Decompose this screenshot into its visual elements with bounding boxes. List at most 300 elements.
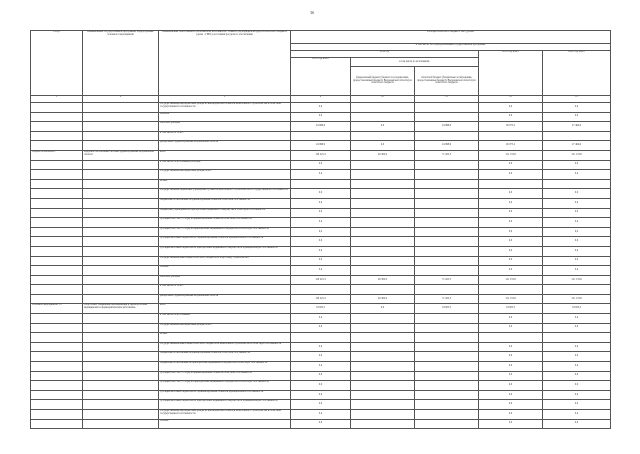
cell-status — [31, 285, 83, 295]
table-row — [31, 246, 611, 256]
header-year-2020: 2020 год, всего — [543, 51, 611, 96]
cell-2018-regional — [415, 381, 479, 391]
col-number: 11 — [415, 96, 479, 103]
cell-program: Подготовка, повышение квалификации и переподготовка медицинских и фармацевтических работников — [83, 304, 159, 314]
cell-2018-regional — [415, 371, 479, 381]
cell-2019: 0,0 — [479, 227, 543, 237]
cell-2018-federal: 48 300,0 — [351, 150, 415, 160]
cell-2020: 0,0 — [543, 208, 611, 218]
cell-status — [31, 141, 83, 151]
cell-executor: всего — [159, 150, 291, 160]
cell-status — [31, 122, 83, 132]
cell-status — [31, 208, 83, 218]
cell-2019: 0,0 — [479, 419, 543, 429]
cell-2019: 0,0 — [479, 198, 543, 208]
cell-2018-regional — [415, 218, 479, 228]
cell-2019: 0,0 — [479, 208, 543, 218]
cell-2020: 0,0 — [543, 237, 611, 247]
cell-program — [83, 112, 159, 122]
cell-2018-federal — [351, 160, 415, 170]
cell-executor: субсидии ЮЛ, ИП, ГУП(м) на приобретение недвижимого имущества в областную собственность — [159, 381, 291, 391]
cell-2018-regional: 34 825,5 — [415, 304, 479, 314]
cell-2018-regional: 71 925,3 — [415, 275, 479, 285]
cell-2018-total: 0,0 — [291, 237, 351, 247]
cell-2020: 0,0 — [543, 371, 611, 381]
table-row — [31, 266, 611, 276]
cell-2019: 0,0 — [479, 237, 543, 247]
cell-executor: Государственные инвестиции областного бюджета на капитальное строительство в областную собственность — [159, 342, 291, 352]
cell-2018-regional — [415, 179, 479, 189]
cell-2019: 0,0 — [479, 362, 543, 372]
table-row — [31, 400, 611, 410]
cell-2018-federal — [351, 103, 415, 113]
table-row — [31, 352, 611, 362]
cell-status — [31, 131, 83, 141]
cell-status: ПОДПРОГРАММА 1 — [31, 150, 83, 160]
cell-program — [83, 131, 159, 141]
cell-status — [31, 266, 83, 276]
cell-2018-regional — [415, 323, 479, 333]
cell-program — [83, 342, 159, 352]
table-row — [31, 342, 611, 352]
cell-2018-total: 0,0 — [291, 342, 351, 352]
table-row — [31, 141, 611, 151]
cell-program — [83, 103, 159, 113]
cell-2018-regional: 71 925,3 — [415, 294, 479, 304]
cell-2019: 0,0 — [479, 314, 543, 324]
cell-2020: 0,0 — [543, 352, 611, 362]
cell-2018-regional — [415, 285, 479, 295]
cell-2018-federal — [351, 285, 415, 295]
cell-2018-total: 0,0 — [291, 314, 351, 324]
cell-2018-federal: 48 300,0 — [351, 275, 415, 285]
table-row — [31, 122, 611, 132]
cell-status — [31, 112, 83, 122]
cell-2018-total: 0,0 — [291, 160, 351, 170]
cell-executor: Государственные внебюджетные фонды из внебюджетных объектов капитального строительства в областной государственной собственности — [159, 103, 291, 113]
cell-executor: НИОКР — [159, 419, 291, 429]
cell-2019: 0,0 — [479, 390, 543, 400]
cell-2018-federal — [351, 266, 415, 276]
cell-2018-total: 120 225,3 — [291, 150, 351, 160]
cell-program — [83, 371, 159, 381]
cell-2018-federal — [351, 208, 415, 218]
cell-executor: ИНОМР — [159, 112, 291, 122]
cell-2018-total: 0,0 — [291, 112, 351, 122]
header-status: Статус — [31, 31, 83, 96]
table-row — [31, 390, 611, 400]
cell-2018-federal — [351, 246, 415, 256]
cell-status — [31, 237, 83, 247]
header-2018-total: 2018 год, всего — [291, 58, 351, 96]
cell-2018-total: 0,0 — [291, 170, 351, 180]
cell-2020: 0,0 — [543, 381, 611, 391]
cell-2020: 0,0 — [543, 103, 611, 113]
table-row — [31, 419, 611, 429]
cell-program — [83, 362, 159, 372]
cell-2018-federal — [351, 218, 415, 228]
cell-2018-federal: 0,0 — [351, 122, 415, 132]
cell-status — [31, 371, 83, 381]
header-year-2019: 2019 год, всего — [479, 51, 543, 96]
table-row — [31, 362, 611, 372]
cell-2018-federal — [351, 227, 415, 237]
table-row — [31, 170, 611, 180]
cell-program — [83, 227, 159, 237]
cell-program — [83, 256, 159, 266]
table-row — [31, 294, 611, 304]
header-src-federal: федеральный бюджет (бюджет под подписание, предоставленный бюджету Воронежской области) из областного бюджета — [351, 67, 415, 95]
cell-2018-federal — [351, 256, 415, 266]
cell-2019: 0,0 — [479, 256, 543, 266]
cell-executor: ПРОЧИЕ расходы — [159, 275, 291, 285]
cell-2019: 0,0 — [479, 160, 543, 170]
cell-2018-regional — [415, 314, 479, 324]
cell-executor: субсидии местным бюджетам на софинансирование объектов муниципальной собственности — [159, 390, 291, 400]
cell-program — [83, 218, 159, 228]
cell-2018-total: 0,0 — [291, 362, 351, 372]
cell-2018-federal — [351, 400, 415, 410]
cell-executor: из них — [159, 333, 291, 343]
cell-executor: Государственные внебюджетные фонды из внебюджетных объектов капитального строительства в областной государственной собственности — [159, 410, 291, 420]
cell-2018-total: 24 998,9 — [291, 122, 351, 132]
cell-status — [31, 246, 83, 256]
cell-2018-regional — [415, 237, 479, 247]
cell-status — [31, 103, 83, 113]
cell-program — [83, 170, 159, 180]
cell-2018-regional — [415, 227, 479, 237]
cell-program — [83, 333, 159, 343]
cell-executor: в том числе по источникам: — [159, 314, 291, 324]
cell-2018-federal — [351, 189, 415, 199]
cell-status — [31, 160, 83, 170]
cell-2020: 0,0 — [543, 198, 611, 208]
cell-2018-regional: 24 998,9 — [415, 122, 479, 132]
cell-2020: 0,0 — [543, 314, 611, 324]
cell-2019: 0,0 — [479, 103, 543, 113]
cell-program — [83, 285, 159, 295]
table-row — [31, 198, 611, 208]
cell-2019: 0,0 — [479, 400, 543, 410]
cell-2018-regional — [415, 112, 479, 122]
cell-executor: НИОКР — [159, 266, 291, 276]
cell-executor: из них — [159, 179, 291, 189]
cell-2018-regional — [415, 160, 479, 170]
table-row — [31, 227, 611, 237]
cell-2018-regional — [415, 246, 479, 256]
table-row — [31, 323, 611, 333]
cell-2019: 0,0 — [479, 323, 543, 333]
col-number: 1 — [31, 96, 83, 103]
cell-2018-total: 24 998,9 — [291, 141, 351, 151]
cell-2018-federal — [351, 352, 415, 362]
header-incl-program: в том числе: по годам реализации государственной программы — [291, 44, 611, 51]
cell-2020: 0,0 — [543, 112, 611, 122]
cell-program — [83, 237, 159, 247]
cell-2019: 0,0 — [479, 342, 543, 352]
cell-executor: субсидии ЮЛ, ИП, ГУП(м) на приобретение недвижимого имущества в областную собственность — [159, 227, 291, 237]
cell-executor: в том числе по ГРБС: — [159, 285, 291, 295]
cell-2019: 26 075,2 — [479, 122, 543, 132]
cell-2020: 121 133,8 — [543, 275, 611, 285]
cell-status — [31, 218, 83, 228]
cell-2018-federal — [351, 410, 415, 420]
cell-2018-total: 120 225,3 — [291, 294, 351, 304]
cell-executor: бюджетные ассигнования на финансирование объектов областной собственности — [159, 352, 291, 362]
cell-2018-total: 0,0 — [291, 208, 351, 218]
col-number: 3 — [159, 96, 291, 103]
cell-2018-federal — [351, 112, 415, 122]
cell-2020: 0,0 — [543, 170, 611, 180]
cell-2020: 121 133,8 — [543, 294, 611, 304]
cell-status — [31, 275, 83, 285]
cell-2018-federal — [351, 342, 415, 352]
cell-program — [83, 160, 159, 170]
cell-2020: 0,0 — [543, 246, 611, 256]
cell-2018-federal — [351, 314, 415, 324]
cell-executor: субсидии местным бюджетам на приобретение недвижимого имущества в муниципальную собственность — [159, 400, 291, 410]
cell-status — [31, 362, 83, 372]
cell-status — [31, 381, 83, 391]
cell-2018-total: 0,0 — [291, 410, 351, 420]
col-number: 2 — [83, 96, 159, 103]
cell-executor: бюджетные учреждения на приобретение недвижимого имущества в областную собственность — [159, 208, 291, 218]
cell-2020: 0,0 — [543, 266, 611, 276]
cell-2020: 0,0 — [543, 160, 611, 170]
header-executor: Наименование ответственного исполнителя, исполнителя - главного распорядителя средств областного бюджета (далее - ГРБС), источники ресурсного обеспечения — [159, 31, 291, 96]
cell-status — [31, 400, 83, 410]
cell-2019: 0,0 — [479, 112, 543, 122]
cell-2018-federal: 0,0 — [351, 304, 415, 314]
cell-2018-regional — [415, 390, 479, 400]
cell-2018-total: 120 225,3 — [291, 275, 351, 285]
cell-2018-regional — [415, 103, 479, 113]
cell-2018-federal: 48 300,0 — [351, 294, 415, 304]
cell-2020: 121 133,8 — [543, 150, 611, 160]
cell-2020: 0,0 — [543, 362, 611, 372]
cell-2019 — [479, 333, 543, 343]
table-row — [31, 103, 611, 113]
cell-2020: 34 825,5 — [543, 304, 611, 314]
cell-2018-regional — [415, 362, 479, 372]
cell-2019: 121 133,8 — [479, 275, 543, 285]
table-row — [31, 256, 611, 266]
cell-2020 — [543, 179, 611, 189]
cell-2020: 0,0 — [543, 410, 611, 420]
cell-2020 — [543, 285, 611, 295]
cell-status — [31, 227, 83, 237]
cell-2018-total — [291, 285, 351, 295]
table-row — [31, 131, 611, 141]
cell-2019 — [479, 131, 543, 141]
cell-2018-regional — [415, 170, 479, 180]
cell-executor: в том числе по ГРБС: — [159, 131, 291, 141]
cell-status — [31, 170, 83, 180]
cell-2019: 0,0 — [479, 381, 543, 391]
cell-executor: бюджетные ассигнования на приобретение недвижимого имущества в областную собственность — [159, 362, 291, 372]
table-row — [31, 410, 611, 420]
cell-2018-total — [291, 333, 351, 343]
cell-2020: 27 464,9 — [543, 122, 611, 132]
cell-2019: 121 133,8 — [479, 150, 543, 160]
cell-2019: 121 133,8 — [479, 294, 543, 304]
cell-2020: 27 464,9 — [543, 141, 611, 151]
cell-2018-regional — [415, 208, 479, 218]
cell-2020: 0,0 — [543, 218, 611, 228]
cell-2019 — [479, 179, 543, 189]
cell-2020: 0,0 — [543, 256, 611, 266]
budget-table — [30, 30, 611, 429]
cell-2018-federal: 0,0 — [351, 141, 415, 151]
table-row — [31, 275, 611, 285]
cell-2018-federal — [351, 198, 415, 208]
cell-2018-total: 0,0 — [291, 189, 351, 199]
cell-program — [83, 314, 159, 324]
cell-2019: 0,0 — [479, 189, 543, 199]
cell-2018-regional — [415, 266, 479, 276]
cell-2019: 34 825,5 — [479, 304, 543, 314]
cell-2019: 0,0 — [479, 170, 543, 180]
cell-2018-regional — [415, 333, 479, 343]
cell-2018-regional: 71 925,3 — [415, 150, 479, 160]
cell-2018-federal — [351, 333, 415, 343]
cell-2018-federal — [351, 381, 415, 391]
col-number: 9 — [291, 96, 351, 103]
cell-2018-federal — [351, 371, 415, 381]
cell-program — [83, 419, 159, 429]
cell-executor: Государственные внебюджетные фонды, всего — [159, 323, 291, 333]
table-row — [31, 189, 611, 199]
table-row — [31, 304, 611, 314]
cell-2018-total: 0,0 — [291, 246, 351, 256]
table-row — [31, 208, 611, 218]
cell-2018-regional — [415, 352, 479, 362]
cell-2018-regional — [415, 198, 479, 208]
cell-2018-total: 0,0 — [291, 371, 351, 381]
cell-executor: департамент здравоохранения Воронежской области — [159, 141, 291, 151]
cell-program — [83, 246, 159, 256]
cell-executor: субсидии ЮЛ, ИП, ГУП(м) на финансирование объектов областной собственности — [159, 371, 291, 381]
table-row — [31, 285, 611, 295]
table-row — [31, 237, 611, 247]
cell-status — [31, 342, 83, 352]
cell-2019: 0,0 — [479, 371, 543, 381]
cell-executor: всего — [159, 304, 291, 314]
table-row — [31, 314, 611, 324]
cell-program — [83, 352, 159, 362]
header-expenses: Расходы областного бюджета, тыс. рублей — [291, 31, 611, 44]
cell-2020: 0,0 — [543, 323, 611, 333]
table-row — [31, 371, 611, 381]
cell-2018-regional: 24 998,9 — [415, 141, 479, 151]
cell-2020 — [543, 131, 611, 141]
header-sources — [351, 58, 479, 96]
cell-2018-federal — [351, 323, 415, 333]
col-number: 10 — [351, 96, 415, 103]
cell-2018-total — [291, 179, 351, 189]
cell-2018-total: 0,0 — [291, 390, 351, 400]
header-src-regional: областной бюджет (бюджетные ассигнования, предоставленные бюджету Воронежской области) из областного бюджета — [417, 75, 476, 85]
cell-status — [31, 198, 83, 208]
cell-executor: Государственные бюджетные учреждения субъектов капитального строительства в государственной собственности — [159, 189, 291, 199]
page-number: 36 — [310, 10, 314, 15]
cell-program — [83, 400, 159, 410]
cell-2018-federal — [351, 131, 415, 141]
table-row — [31, 381, 611, 391]
cell-2019: 0,0 — [479, 352, 543, 362]
cell-2018-total: 0,0 — [291, 198, 351, 208]
cell-program — [83, 381, 159, 391]
cell-executor: в том числе по источникам расходов: — [159, 160, 291, 170]
table-row — [31, 218, 611, 228]
cell-2020 — [543, 333, 611, 343]
cell-2019 — [479, 285, 543, 295]
cell-2018-regional — [415, 131, 479, 141]
col-number: 13 — [543, 96, 611, 103]
cell-status — [31, 189, 83, 199]
cell-2019: 0,0 — [479, 266, 543, 276]
header-year-2018: 2018 год — [291, 51, 479, 58]
table-row — [31, 112, 611, 122]
cell-program — [83, 294, 159, 304]
cell-status — [31, 314, 83, 324]
cell-2018-total — [291, 131, 351, 141]
cell-2018-regional — [415, 342, 479, 352]
cell-2018-total: 0,0 — [291, 103, 351, 113]
cell-2020: 0,0 — [543, 342, 611, 352]
cell-program — [83, 198, 159, 208]
cell-program — [83, 390, 159, 400]
cell-program — [83, 179, 159, 189]
cell-program: Кадровое обеспечение системы здравоохранения Воронежской области — [83, 150, 159, 160]
cell-executor: ПРОЧИЕ расходы — [159, 122, 291, 132]
cell-2020: 0,0 — [543, 400, 611, 410]
header-program-name: Наименование государственной программы, подпрограммы, основного мероприятия — [83, 31, 159, 96]
table-row — [31, 150, 611, 160]
cell-2020: 0,0 — [543, 419, 611, 429]
cell-status — [31, 410, 83, 420]
cell-status — [31, 256, 83, 266]
cell-program — [83, 141, 159, 151]
cell-2018-federal — [351, 419, 415, 429]
cell-status — [31, 179, 83, 189]
cell-executor: Государственные внебюджетные фонды, всего — [159, 170, 291, 180]
cell-status — [31, 294, 83, 304]
cell-status — [31, 390, 83, 400]
cell-status — [31, 352, 83, 362]
cell-2019: 0,0 — [479, 246, 543, 256]
cell-2019: 0,0 — [479, 410, 543, 420]
cell-2018-federal — [351, 362, 415, 372]
col-number: 12 — [479, 96, 543, 103]
cell-2018-total: 0,0 — [291, 218, 351, 228]
cell-program — [83, 266, 159, 276]
cell-status — [31, 419, 83, 429]
cell-2018-federal — [351, 170, 415, 180]
cell-executor: субсидии местным бюджетам на приобретение недвижимого имущества в муниципальную собственность — [159, 246, 291, 256]
cell-2020: 0,0 — [543, 227, 611, 237]
cell-program — [83, 323, 159, 333]
cell-2018-federal — [351, 390, 415, 400]
cell-2020: 0,0 — [543, 390, 611, 400]
cell-2018-federal — [351, 237, 415, 247]
cell-program — [83, 189, 159, 199]
cell-executor: бюджетные ассигнования на финансирование объектов областной собственности — [159, 198, 291, 208]
cell-status — [31, 333, 83, 343]
cell-2018-regional — [415, 189, 479, 199]
cell-2018-regional — [415, 256, 479, 266]
cell-executor: субсидии ЮЛ, ИП, ГУП(м) на финансирование объектов областной собственности — [159, 218, 291, 228]
